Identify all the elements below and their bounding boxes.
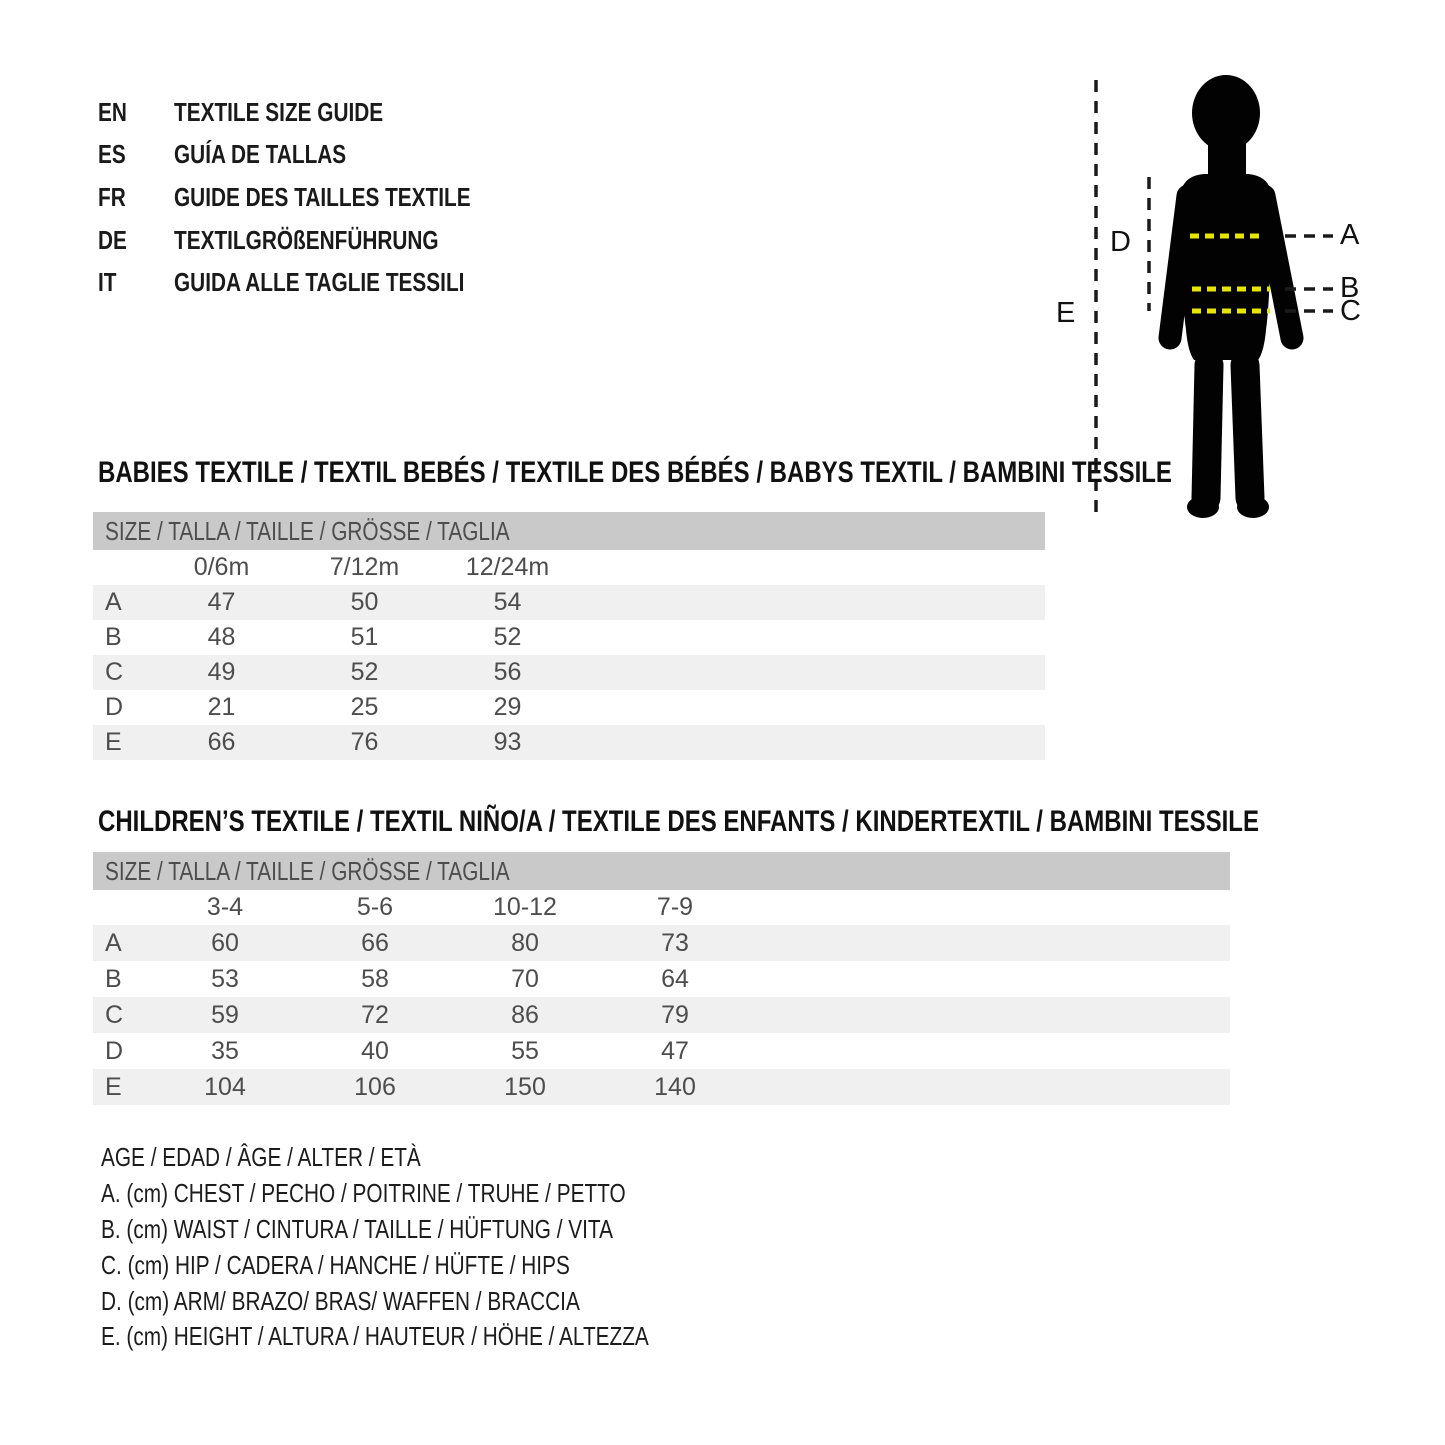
cell-value: 48: [207, 623, 236, 651]
language-row-de: [98, 219, 545, 262]
cell-value: 79: [661, 1000, 689, 1029]
cell-value: 29: [493, 693, 522, 721]
row-label: B: [105, 964, 122, 993]
language-code: IT: [98, 267, 117, 298]
row-label: B: [105, 623, 122, 651]
cell-value: 52: [493, 623, 522, 651]
figure-label-e: E: [1056, 297, 1076, 329]
row-label: E: [105, 1072, 122, 1101]
babies-table-header-bar: SIZE / TALLA / TAILLE / GRÖSSE / TAGLIA: [93, 512, 1045, 550]
guide-title-en: TEXTILE SIZE GUIDE: [174, 96, 384, 127]
table-row-d: [93, 690, 1045, 725]
cell-value: 66: [361, 928, 389, 957]
table-row-b: [93, 961, 1230, 997]
guide-title-it: GUIDA ALLE TAGLIE TESSILI: [174, 267, 465, 298]
guide-title-fr: GUIDE DES TAILLES TEXTILE: [174, 181, 471, 212]
children-section-title: CHILDREN’S TEXTILE / TEXTIL NIÑO/A / TEXTILE DES ENFANTS / KINDERTEXTIL / BAMBINI TESSILE: [98, 805, 1259, 838]
figure-label-b: B: [1340, 272, 1360, 304]
babies-section-title: BABIES TEXTILE / TEXTIL BEBÉS / TEXTILE DES BÉBÉS / BABYS TEXTIL / BAMBINI TESSILE: [98, 456, 1172, 489]
children-table-header-bar: SIZE / TALLA / TAILLE / GRÖSSE / TAGLIA: [93, 852, 1230, 890]
legend-age: AGE / EDAD / ÂGE / ALTER / ETÀ: [101, 1142, 421, 1173]
cell-value: 51: [350, 623, 379, 651]
table-row-c: [93, 655, 1045, 690]
table-row-b: [93, 620, 1045, 655]
cell-value: 21: [207, 693, 236, 721]
row-label: C: [105, 1000, 124, 1029]
cell-value: 58: [361, 964, 389, 993]
legend-waist: B. (cm) WAIST / CINTURA / TAILLE / HÜFTUNG / VITA: [101, 1213, 613, 1244]
cell-value: 72: [361, 1000, 389, 1029]
child-silhouette: [1170, 75, 1292, 518]
cell-value: 66: [207, 728, 236, 756]
table-row-d: [93, 1033, 1230, 1069]
column-header: 12/24m: [465, 553, 550, 581]
language-row-fr: [98, 176, 545, 219]
cell-value: 60: [211, 928, 239, 957]
row-label: D: [105, 1036, 124, 1065]
language-code: DE: [98, 224, 127, 255]
babies-column-headers: [93, 550, 1045, 585]
children-column-headers: [93, 890, 1230, 925]
column-header: 7/12m: [329, 553, 400, 581]
cell-value: 40: [361, 1036, 389, 1065]
figure-label-a: A: [1340, 219, 1360, 251]
babies-size-table: [93, 512, 1045, 760]
language-code: ES: [98, 139, 126, 170]
cell-value: 47: [207, 588, 236, 616]
cell-value: 55: [511, 1036, 539, 1065]
row-label: A: [105, 588, 122, 616]
cell-value: 86: [511, 1000, 539, 1029]
row-label: E: [105, 728, 122, 756]
table-row-e: [93, 1069, 1230, 1105]
language-row-it: [98, 261, 545, 304]
language-code: EN: [98, 96, 127, 127]
cell-value: 70: [511, 964, 539, 993]
cell-value: 35: [211, 1036, 239, 1065]
row-label: C: [105, 658, 124, 686]
cell-value: 80: [511, 928, 539, 957]
cell-value: 47: [661, 1036, 689, 1065]
cell-value: 104: [204, 1072, 246, 1101]
column-header: 7-9: [656, 893, 694, 921]
legend-chest: A. (cm) CHEST / PECHO / POITRINE / TRUHE / PETTO: [101, 1178, 626, 1209]
table-row-c: [93, 997, 1230, 1033]
language-list: [98, 91, 545, 304]
cell-value: 25: [350, 693, 379, 721]
cell-value: 73: [661, 928, 689, 957]
cell-value: 49: [207, 658, 236, 686]
table-row-a: [93, 585, 1045, 620]
column-header: 3-4: [206, 893, 244, 921]
guide-title-de: TEXTILGRÖßENFÜHRUNG: [174, 224, 439, 255]
cell-value: 50: [350, 588, 379, 616]
cell-value: 52: [350, 658, 379, 686]
language-row-en: [98, 91, 545, 134]
row-label: D: [105, 693, 124, 721]
table-row-e: [93, 725, 1045, 760]
column-header: 10-12: [493, 893, 557, 921]
figure-label-c: C: [1340, 295, 1361, 327]
cell-value: 54: [493, 588, 522, 616]
language-row-es: [98, 134, 545, 177]
legend-height: E. (cm) HEIGHT / ALTURA / HAUTEUR / HÖHE / ALTEZZA: [101, 1321, 649, 1352]
legend-hip: C. (cm) HIP / CADERA / HANCHE / HÜFTE / HIPS: [101, 1249, 570, 1280]
language-code: FR: [98, 181, 126, 212]
children-size-table: [93, 852, 1230, 1105]
cell-value: 53: [211, 964, 239, 993]
cell-value: 76: [350, 728, 379, 756]
cell-value: 56: [493, 658, 522, 686]
legend-arm: D. (cm) ARM/ BRAZO/ BRAS/ WAFFEN / BRACCIA: [101, 1285, 580, 1316]
cell-value: 59: [211, 1000, 239, 1029]
cell-value: 93: [493, 728, 522, 756]
cell-value: 106: [354, 1072, 396, 1101]
cell-value: 140: [654, 1072, 696, 1101]
cell-value: 64: [661, 964, 689, 993]
table-row-a: [93, 925, 1230, 961]
row-label: A: [105, 928, 122, 957]
cell-value: 150: [504, 1072, 546, 1101]
figure-label-d: D: [1110, 226, 1131, 258]
measurement-legend: [101, 1140, 786, 1355]
column-header: 5-6: [356, 893, 394, 921]
guide-title-es: GUÍA DE TALLAS: [174, 139, 347, 170]
column-header: 0/6m: [193, 553, 250, 581]
